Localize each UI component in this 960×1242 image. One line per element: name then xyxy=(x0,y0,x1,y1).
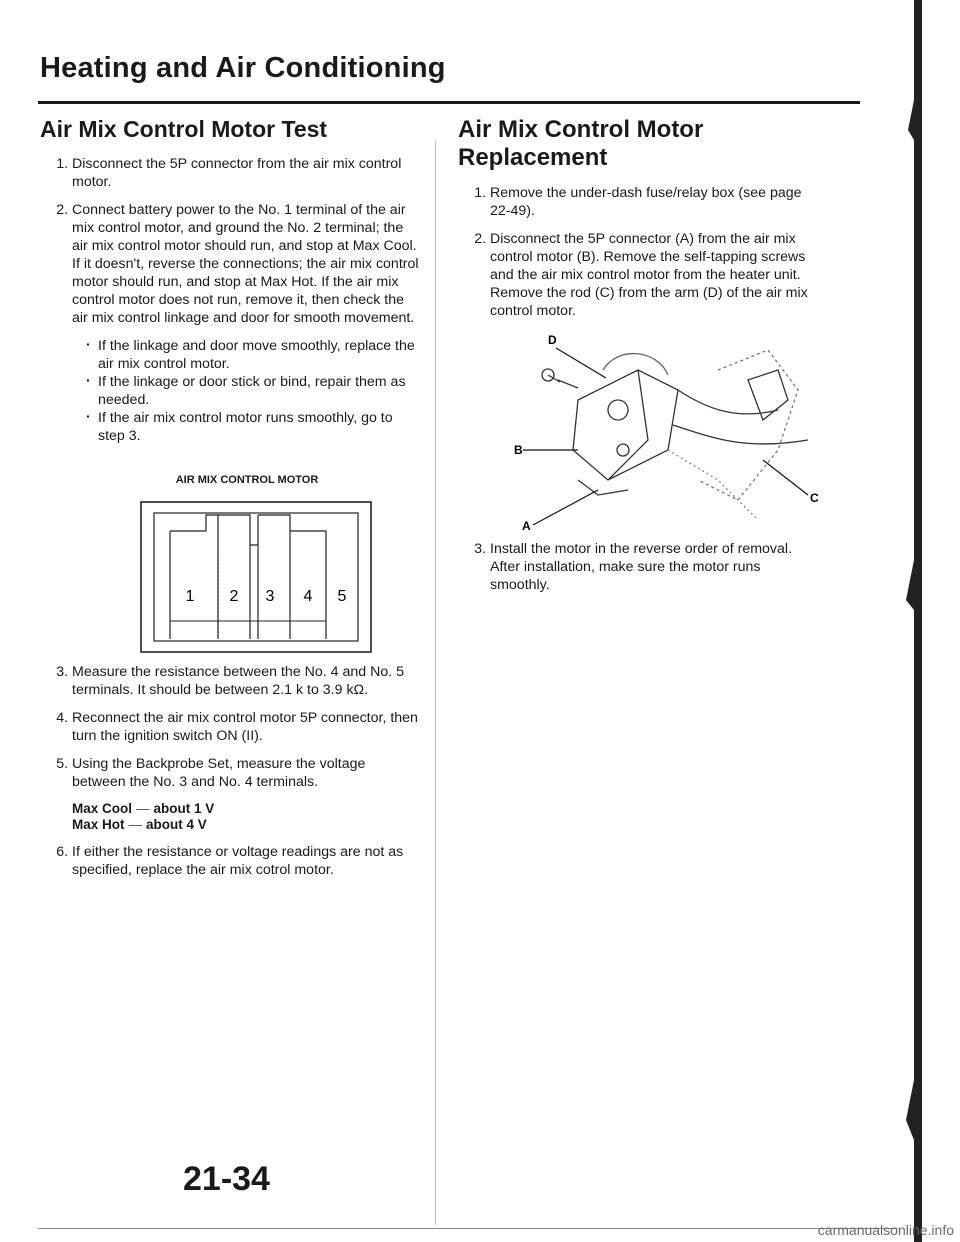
test-step-2-bullets xyxy=(72,337,422,445)
bullet-item: · If the linkage or door stick or bind, repair them as needed. xyxy=(86,373,422,409)
connector-diagram xyxy=(140,501,372,653)
spec-value: about 1 V xyxy=(153,801,215,816)
voltage-specs xyxy=(72,801,422,833)
test-steps xyxy=(40,155,422,879)
replacement-steps xyxy=(458,184,819,594)
test-step-2 xyxy=(72,201,422,653)
right-column xyxy=(458,110,819,604)
test-step-3: 3. Measure the resistance between the No. 4 and No. 5 terminals. It should be between 2.1 k to 3.9 kΩ. xyxy=(72,663,422,699)
replacement-step-2-text: Disconnect the 5P connector (A) from the air mix control motor (B). Remove the self-tapping screws and the air mix control motor from the heater unit. Remove the rod (C) from the arm (D) of the air mix control motor. xyxy=(490,231,808,319)
watermark: carmanualsonline.info xyxy=(817,1222,954,1238)
callout-label: A xyxy=(522,519,531,533)
page-number: 21-34 xyxy=(183,1160,270,1198)
replacement-step-3: 3. Install the motor in the reverse order of removal. After installation, make sure the motor runs smoothly. xyxy=(490,540,810,594)
test-step-6: 6. If either the resistance or voltage readings are not as specified, replace the air mix cotrol motor. xyxy=(72,843,422,879)
callout-label: B xyxy=(514,443,523,457)
terminal-label: 2 xyxy=(229,588,239,605)
spec-label: Max Hot xyxy=(72,817,125,832)
footer-rule xyxy=(38,1228,898,1229)
callout-label: D xyxy=(548,333,557,347)
test-step-5 xyxy=(72,755,422,833)
test-step-5-text: Using the Backprobe Set, measure the voltage between the No. 3 and No. 4 terminals. xyxy=(72,756,366,790)
replacement-step-1: 1. Remove the under-dash fuse/relay box (see page 22-49). xyxy=(490,184,810,220)
test-step-1: 1. Disconnect the 5P connector from the air mix control motor. xyxy=(72,155,422,191)
figure-title: AIR MIX CONTROL MOTOR xyxy=(175,474,319,486)
bullet-item: · If the air mix control motor runs smoothly, go to step 3. xyxy=(86,409,422,445)
spec-row: Max Hot — about 4 V xyxy=(72,817,207,832)
bullet-item: · If the linkage and door move smoothly, replace the air mix control motor. xyxy=(86,337,422,373)
page-header-title: Heating and Air Conditioning xyxy=(40,52,446,84)
terminal-label: 3 xyxy=(265,588,275,605)
spec-row: Max Cool — about 1 V xyxy=(72,801,215,816)
page-edge-binding xyxy=(906,0,928,1242)
spec-value: about 4 V xyxy=(146,817,207,832)
terminal-label: 1 xyxy=(185,588,195,605)
test-step-4: 4. Reconnect the air mix control motor 5P connector, then turn the ignition switch ON (II). xyxy=(72,709,422,745)
test-heading: Air Mix Control Motor Test xyxy=(40,116,328,142)
left-column xyxy=(40,110,422,889)
terminal-label: 4 xyxy=(303,588,313,605)
replacement-step-2 xyxy=(490,230,819,533)
test-step-2-text: Connect battery power to the No. 1 terminal of the air mix control motor, and ground the No. 2 terminal; the air mix control motor should run, and stop at Max Cool. If it doesn't, reverse the connections; the air mix control motor should run, and stop at Max Hot. If the air mix control motor does not run, remove it, then check the air mix control linkage and door for smooth movement. xyxy=(72,202,419,326)
replacement-heading: Air Mix Control Motor Replacement xyxy=(458,116,704,171)
callout-label: C xyxy=(810,491,819,505)
column-divider xyxy=(435,140,436,1225)
spec-label: Max Cool xyxy=(72,801,133,816)
motor-illustration xyxy=(514,330,819,533)
terminal-label: 5 xyxy=(337,588,347,605)
header-rule xyxy=(38,101,860,104)
